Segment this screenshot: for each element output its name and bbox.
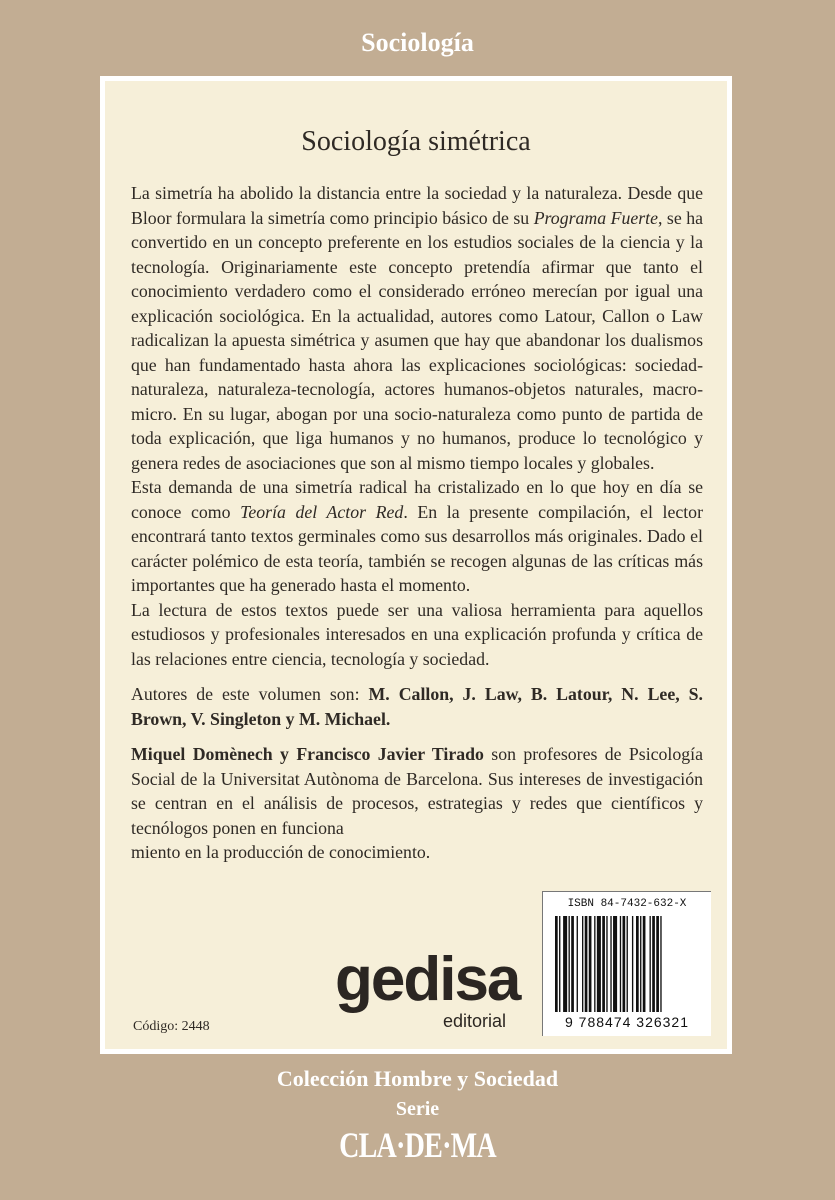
back-cover-text <box>131 181 703 865</box>
cover-panel <box>100 76 732 1054</box>
book-title: Sociología simétrica <box>301 126 531 157</box>
collection-name: Colección Hombre y Sociedad <box>276 1066 559 1091</box>
series-label-top: Sociología <box>361 28 474 57</box>
publisher-logo <box>335 945 520 1039</box>
paragraph-intro: La simetría ha abolido la distancia entre la sociedad y la naturaleza. Desde que Bloor formulara la simetría como principio básico de su Programa Fuerte, se ha convertido en un concepto preferente en los estudios sociales de la ciencia y la tecnología. Originariamente este concepto pretendía afirmar que tanto el conocimiento verdadero como el considerado erróneo merecían por igual una explicación sociológica. En la actualidad, autores como Latour, Callon o Law radicalizan la apuesta simétrica y asumen que hay que abandonar los dualismos que han fundamentado hasta ahora las explicaciones sociológicas: sociedad-naturaleza, naturaleza-tecnología, actores humanos-objetos naturales, macro-micro. En su lugar, abogan por una socio-naturaleza como punto de partida de toda explicación, que liga humanos y no humanos, produce lo tecnológico y genera redes de asociaciones que son al mismo tiempo locales y globales. <box>131 183 703 473</box>
authors-line: Autores de este volumen son: M. Callon, J. Law, B. Latour, N. Lee, S. Brown, V. Singleton y M. Michael. <box>131 684 703 729</box>
barcode-icon <box>555 916 699 1012</box>
editors-bio: Miquel Domènech y Francisco Javier Tirado son profesores de Psicología Social de la Universitat Autònoma de Barcelona. Sus intereses de investigación se centran en el análisis de procesos, estrategias y redes que científicos y tecnólogos ponen en funciona miento en la producción de conocimiento. <box>131 744 703 862</box>
publisher-logo-sub: editorial <box>442 1011 506 1031</box>
codigo-label: Código: 2448 <box>133 1019 210 1034</box>
publisher-logo-wordmark: gedisa <box>335 945 520 1014</box>
isbn-barcode-box <box>542 891 711 1036</box>
isbn-text: ISBN 84-7432-632-X <box>567 898 687 910</box>
paragraph-actor-network: Esta demanda de una simetría radical ha cristalizado en lo que hoy en día se conoce como Teoría del Actor Red. En la presente compilación, el lector encontrará tanto textos germinales como sus desarrollos más originales. Dado el carácter polémico de esta teoría, también se recogen algunas de las críticas más importantes que ha generado hasta el momento. <box>131 477 703 595</box>
serie-label: Serie <box>395 1098 440 1120</box>
paragraph-reading: La lectura de estos textos puede ser una valiosa herramienta para aquellos estudiosos y profesionales interesados en una explicación profunda y crítica de las relaciones entre ciencia, tecnología y sociedad. <box>131 599 703 669</box>
barcode-number: 9 788474 326321 <box>565 1014 689 1030</box>
cladema-series-logo: CLA·DE·MA <box>339 1125 496 1165</box>
